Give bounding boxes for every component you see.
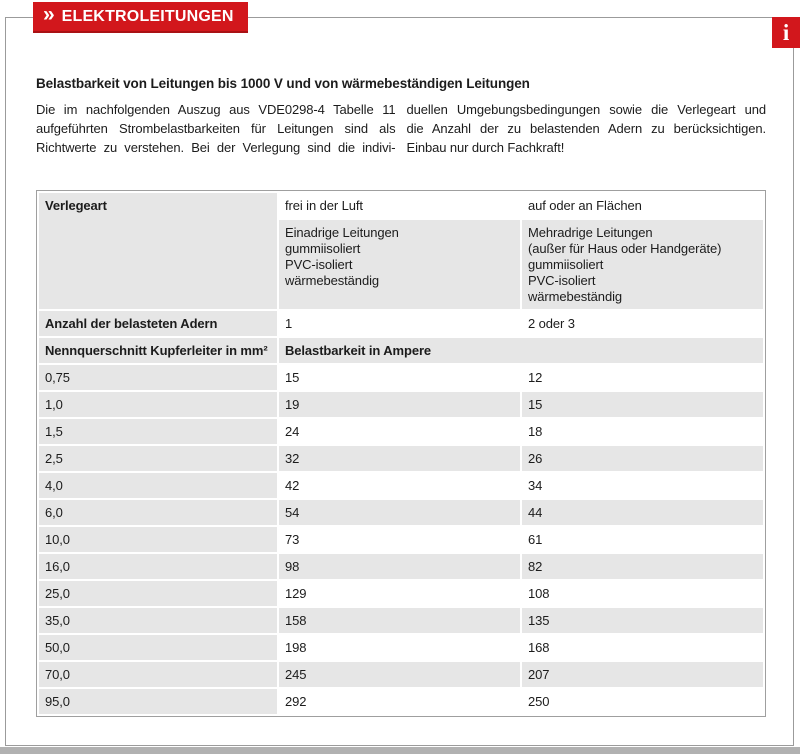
cross-section-cell: 95,0 [39, 689, 277, 714]
text-line: gummiisoliert [285, 241, 361, 256]
belastbarkeit-label-cell: Belastbarkeit in Ampere [279, 338, 763, 363]
ampere-value-cell: 15 [522, 392, 763, 417]
table-row [39, 635, 763, 660]
cross-section-cell: 70,0 [39, 662, 277, 687]
ampere-value-cell: 73 [279, 527, 520, 552]
col2-title-cell: frei in der Luft [279, 193, 520, 218]
text-line: wärmebeständig [528, 289, 622, 304]
querschnitt-label-cell: Nennquerschnitt Kupferleiter in mm² [39, 338, 277, 363]
ampere-value-cell: 158 [279, 608, 520, 633]
page-title: Belastbarkeit von Leitungen bis 1000 V und von wärmebeständigen Leitungen [36, 76, 530, 91]
text-line: aufgeführten Strombelastbarkeiten für Leitungen sind als [36, 121, 396, 136]
ampere-value-cell: 292 [279, 689, 520, 714]
text-line: Einbau nur durch Fachkraft! [406, 140, 565, 155]
text-line: PVC-isoliert [285, 257, 353, 272]
cross-section-cell: 25,0 [39, 581, 277, 606]
table-row [39, 392, 763, 417]
ampere-value-cell: 42 [279, 473, 520, 498]
text-line: PVC-isoliert [528, 273, 596, 288]
cross-section-cell: 10,0 [39, 527, 277, 552]
ampere-value-cell: 34 [522, 473, 763, 498]
text-line: die Anzahl der zu belastenden Adern zu berücksichtigen. [406, 121, 766, 136]
ampere-value-cell: 32 [279, 446, 520, 471]
header-row-verlegeart [39, 193, 763, 218]
text-line: Die im nachfolgenden Auszug aus VDE0298-4 Tabelle 11 [36, 102, 396, 117]
table-row [39, 689, 763, 714]
cross-section-cell: 6,0 [39, 500, 277, 525]
ampere-value-cell: 98 [279, 554, 520, 579]
cross-section-cell: 16,0 [39, 554, 277, 579]
text-line: Mehradrige Leitungen [528, 225, 653, 240]
header-row-querschnitt [39, 338, 763, 363]
ampere-value-cell: 135 [522, 608, 763, 633]
ampere-value-cell: 168 [522, 635, 763, 660]
table-row [39, 581, 763, 606]
load-capacity-table-frame [36, 190, 766, 717]
ampere-value-cell: 54 [279, 500, 520, 525]
info-icon-glyph: i [782, 19, 790, 45]
intro-paragraphs [36, 100, 766, 157]
text-line: Einadrige Leitungen [285, 225, 399, 240]
ampere-value-cell: 26 [522, 446, 763, 471]
table-row [39, 608, 763, 633]
table-row [39, 662, 763, 687]
section-banner [33, 2, 248, 33]
ampere-value-cell: 108 [522, 581, 763, 606]
cross-section-cell: 1,5 [39, 419, 277, 444]
ampere-value-cell: 82 [522, 554, 763, 579]
cross-section-cell: 35,0 [39, 608, 277, 633]
table-row [39, 500, 763, 525]
ampere-value-cell: 44 [522, 500, 763, 525]
ampere-value-cell: 15 [279, 365, 520, 390]
page-content [36, 76, 766, 717]
table-row [39, 473, 763, 498]
col2-subtitle-cell [279, 220, 520, 309]
col3-title-cell: auf oder an Flächen [522, 193, 763, 218]
text-line: Richtwerte zu verstehen. Bei der Verlegung sind die indivi- [36, 140, 396, 155]
intro-column-left [36, 100, 396, 157]
ampere-value-cell: 207 [522, 662, 763, 687]
ampere-value-cell: 198 [279, 635, 520, 660]
table-row [39, 554, 763, 579]
cross-section-cell: 2,5 [39, 446, 277, 471]
text-line: gummiisoliert [528, 257, 604, 272]
adern-col3-cell: 2 oder 3 [522, 311, 763, 336]
adern-col2-cell: 1 [279, 311, 520, 336]
intro-column-right [407, 100, 767, 157]
ampere-value-cell: 19 [279, 392, 520, 417]
table-row [39, 365, 763, 390]
table-body [39, 365, 763, 714]
header-row-adern [39, 311, 763, 336]
ampere-value-cell: 24 [279, 419, 520, 444]
table-row [39, 419, 763, 444]
col3-subtitle-cell [522, 220, 763, 309]
cross-section-cell: 0,75 [39, 365, 277, 390]
page-bottom-bar [0, 747, 800, 754]
text-line: (außer für Haus oder Handgeräte) [528, 241, 722, 256]
section-title: ELEKTROLEITUNGEN [61, 7, 234, 25]
text-line: duellen Umgebungsbedingungen sowie die Verlegeart und [406, 102, 766, 117]
cross-section-cell: 50,0 [39, 635, 277, 660]
text-line: wärmebeständig [285, 273, 379, 288]
table-row [39, 446, 763, 471]
double-chevron-icon: » [43, 3, 55, 26]
verlegeart-header-cell: Verlegeart [39, 193, 277, 309]
ampere-value-cell: 12 [522, 365, 763, 390]
ampere-value-cell: 18 [522, 419, 763, 444]
load-capacity-table [37, 191, 765, 716]
cross-section-cell: 1,0 [39, 392, 277, 417]
ampere-value-cell: 250 [522, 689, 763, 714]
info-icon [772, 17, 800, 48]
adern-label-cell: Anzahl der belasteten Adern [39, 311, 277, 336]
table-row [39, 527, 763, 552]
ampere-value-cell: 129 [279, 581, 520, 606]
cross-section-cell: 4,0 [39, 473, 277, 498]
ampere-value-cell: 245 [279, 662, 520, 687]
ampere-value-cell: 61 [522, 527, 763, 552]
